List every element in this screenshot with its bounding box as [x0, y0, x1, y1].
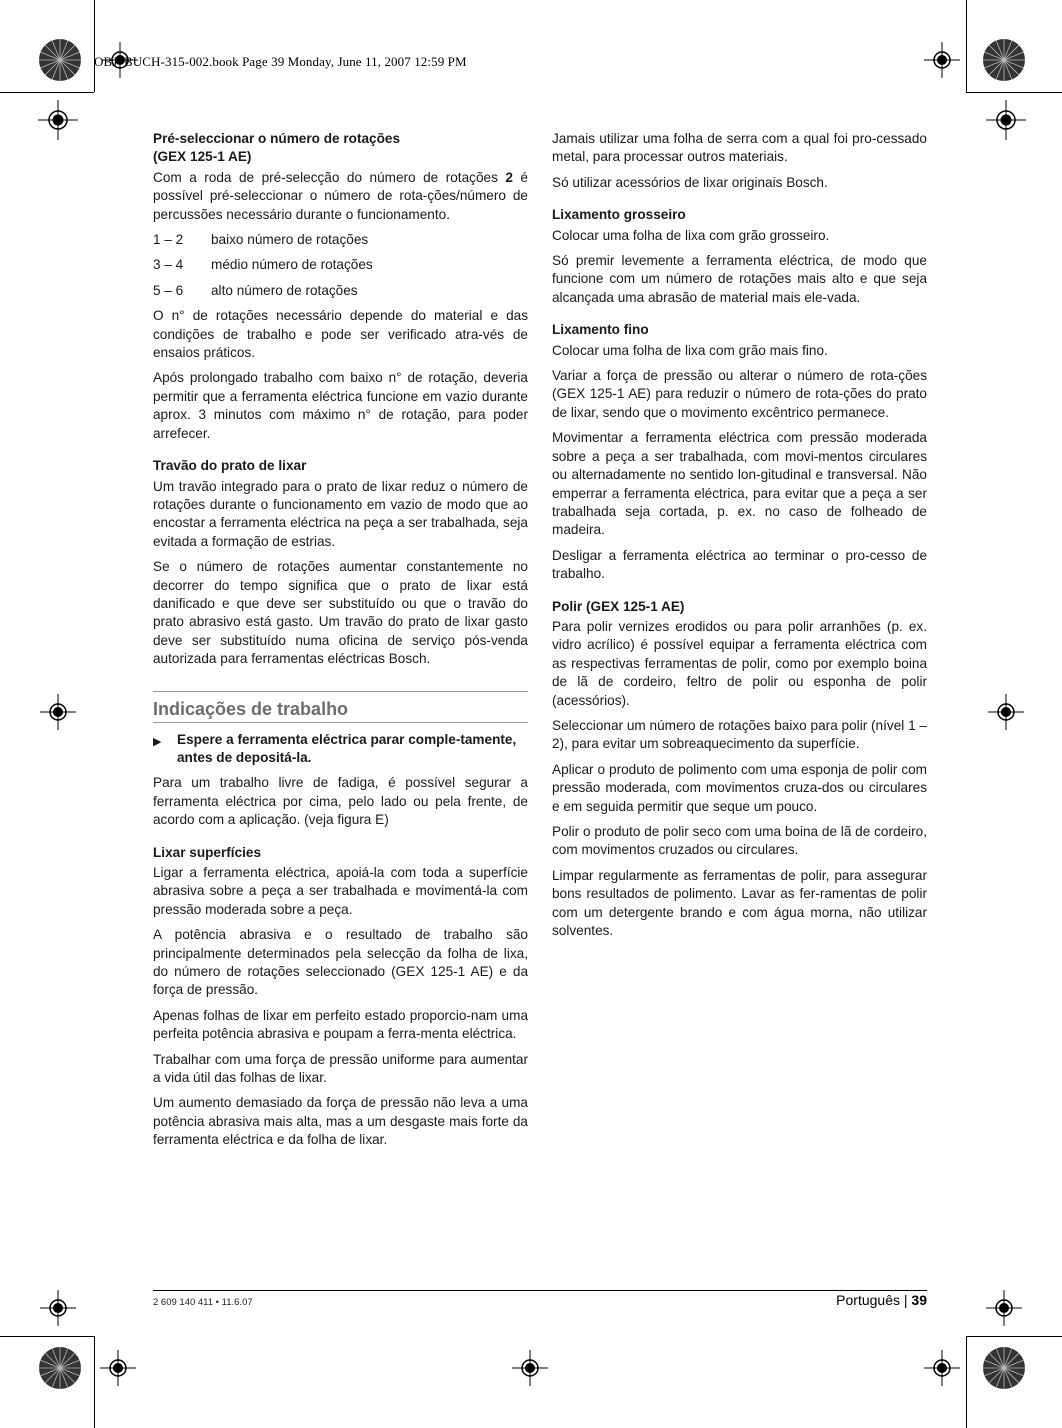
paragraph: Trabalhar com uma força de pressão uniforme para aumentar a vida útil das folhas de lixar.	[153, 1051, 528, 1086]
paragraph: Colocar uma folha de lixa com grão grosseiro.	[552, 227, 830, 243]
paragraph: Só utilizar acessórios de lixar originais Bosch.	[552, 174, 828, 190]
crop-mark	[0, 1336, 94, 1337]
registration-mark-icon	[986, 1290, 1022, 1326]
paragraph: Um travão integrado para o prato de lixar reduz o número de rotações durante o funcionamento em vazio de modo que ao encostar a ferramenta eléctrica na peça a ser trabalhada, seja evitada a formação de estrias.	[153, 478, 528, 549]
paragraph: Só premir levemente a ferramenta eléctrica, de modo que funcione com um número de rotações mais alto e que seja alcançada uma abrasão de material mais ele-vada.	[552, 253, 927, 305]
registration-mark-icon	[988, 694, 1024, 730]
heading-preselect-line2: (GEX 125-1 AE)	[153, 149, 252, 165]
print-rosette-icon	[38, 38, 82, 82]
heading-brake: Travão do prato de lixar	[153, 458, 307, 474]
paragraph: Seleccionar um número de rotações baixo para polir (nível 1 – 2), para evitar um sobreaquecimento da superfície.	[552, 717, 927, 752]
heading-preselect-line1: Pré-seleccionar o número de rotações	[153, 131, 401, 146]
range-value: 5 – 6	[153, 282, 184, 298]
registration-mark-icon	[986, 100, 1026, 140]
crop-mark	[94, 1336, 95, 1428]
paragraph: O n° de rotações necessário depende do material e das condições de trabalho e pode ser verificado atra-vés de ensaios práticos.	[153, 308, 528, 361]
heading-fine: Lixamento fino	[552, 322, 649, 338]
text-run: Com a roda de pré-selecção do número de rotações	[153, 169, 506, 185]
print-rosette-icon	[38, 1346, 82, 1390]
range-label: baixo número de rotações	[211, 232, 369, 248]
paragraph: Polir o produto de polir seco com uma boina de lã de cordeiro, com movimentos cruzados ou circulares.	[552, 824, 927, 858]
footer-page-label	[836, 1292, 927, 1308]
paragraph: Após prolongado trabalho com baixo n° de rotação, deveria permitir que a ferramenta eléctrica funcione em vazio durante aprox. 3 minutos com máximo n° de rotação, para poder arrefecer.	[153, 370, 528, 441]
range-label: alto número de rotações	[211, 282, 358, 298]
paragraph: Jamais utilizar uma folha de serra com a qual foi pro-cessado metal, para processar outros materiais.	[552, 131, 927, 165]
range-row	[153, 256, 528, 274]
crop-mark	[966, 0, 967, 92]
registration-mark-icon	[40, 694, 76, 730]
paragraph: Para um trabalho livre de fadiga, é possível segurar a ferramenta eléctrica por cima, pelo lado ou pela frente, de acordo com a aplicação. (veja figura E)	[153, 775, 528, 828]
paragraph: Colocar uma folha de lixa com grão mais fino.	[552, 342, 828, 358]
range-value: 3 – 4	[153, 257, 184, 273]
crop-mark	[966, 92, 1062, 93]
footer-language: Português |	[836, 1292, 912, 1308]
warning-text: Espere a ferramenta eléctrica parar comple-tamente, antes de depositá-la.	[177, 731, 517, 765]
paragraph: Um aumento demasiado da força de pressão não leva a uma potência abrasiva mais alta, mas a um desgaste mais forte da ferramenta eléctrica e da folha de lixar.	[153, 1095, 528, 1148]
page-number: 39	[911, 1292, 927, 1308]
crop-mark	[94, 0, 95, 92]
paragraph: Apenas folhas de lixar em perfeito estado proporcio-nam uma perfeita potência abrasiva e poupam a ferra-menta eléctrica.	[153, 1007, 528, 1042]
heading-polish: Polir (GEX 125-1 AE)	[552, 598, 685, 614]
paragraph	[153, 169, 528, 224]
crop-mark	[966, 1336, 1062, 1337]
paragraph: Limpar regularmente as ferramentas de polir, para assegurar bons resultados de polimento. Lavar as fer-ramentas de polir com um detergente brando e com água morna, não utilizar solventes.	[552, 867, 927, 939]
range-value: 1 – 2	[153, 232, 184, 248]
registration-mark-icon	[924, 42, 960, 78]
registration-mark-icon	[512, 1350, 548, 1386]
paragraph: Ligar a ferramenta eléctrica, apoiá-la com toda a superfície abrasiva sobre a peça a ser trabalhada e movimentá-la com pressão moderada sobre a peça.	[153, 865, 528, 917]
left-column	[153, 130, 528, 1157]
heading-surfaces: Lixar superfícies	[153, 844, 262, 860]
range-row	[153, 282, 528, 300]
paragraph: Se o número de rotações aumentar constantemente no decorrer do tempo significa que o prato de lixar está danificado e que deve ser substituído ou que o travão do prato abrasivo está gasto. Um travão do prato de lixar gasto deve ser substituído numa oficina de serviço pós-venda autorizada para ferramentas eléctricas Bosch.	[153, 559, 528, 667]
registration-mark-icon	[924, 1350, 960, 1386]
heading-preselect	[153, 130, 528, 167]
warning-note	[153, 731, 528, 768]
play-arrow-icon: ▶	[153, 735, 162, 748]
footer-divider	[153, 1290, 927, 1291]
registration-mark-icon	[40, 1290, 76, 1326]
paragraph: Aplicar o produto de polimento com uma esponja de polir com pressão moderada, com movimentos cruza-dos ou circulares e em seguida permitir que seque um pouco.	[552, 761, 927, 814]
paragraph: Desligar a ferramenta eléctrica ao terminar o pro-cesso de trabalho.	[552, 547, 927, 582]
right-column	[552, 130, 927, 947]
paragraph: A potência abrasiva e o resultado de trabalho são principalmente determinados pela selecção da folha de lixa, do número de rotações seleccionado (GEX 125-1 AE) e da força de pressão.	[153, 927, 528, 998]
registration-mark-icon	[38, 100, 78, 140]
print-header-note: OBJ_BUCH-315-002.book Page 39 Monday, June 11, 2007 12:59 PM	[94, 54, 467, 69]
heading-coarse: Lixamento grosseiro	[552, 207, 686, 223]
paragraph: Variar a força de pressão ou alterar o número de rota-ções (GEX 125-1 AE) para reduzir o número de rota-ções do prato de lixar, sendo que o movimento excêntrico permanece.	[552, 368, 927, 420]
registration-mark-icon	[100, 1350, 136, 1386]
range-label: médio número de rotações	[211, 257, 373, 273]
print-rosette-icon	[982, 1346, 1026, 1390]
text-run: é possível pré-seleccionar o número de rota-ções/número de percussões necessário durante o funcionamento.	[153, 169, 528, 222]
range-row	[153, 231, 528, 249]
crop-mark	[0, 92, 94, 93]
crop-mark	[966, 1336, 967, 1428]
reference-number: 2	[505, 169, 513, 185]
section-title: Indicações de trabalho	[153, 691, 528, 723]
paragraph: Para polir vernizes erodidos ou para polir arranhões (p. ex. vidro acrílico) é possível equipar a ferramenta eléctrica com as respectivas ferramentas de polir, como por exemplo boina de lã de cordeiro, feltro de polir ou esponha de polir (acessórios).	[552, 618, 927, 708]
paragraph: Movimentar a ferramenta eléctrica com pressão moderada sobre a peça a ser trabalhada, com movi-mentos circulares ou alternadamente no sentido lon-gitudinal e transversal. Não emperrar a ferramenta eléctrica, para evitar que a peça a ser trabalhada seja cortada, p. ex. no caso de folheado de madeira.	[552, 430, 927, 538]
print-rosette-icon	[982, 38, 1026, 82]
footer-doc-code: 2 609 140 411 • 11.6.07	[153, 1297, 253, 1308]
